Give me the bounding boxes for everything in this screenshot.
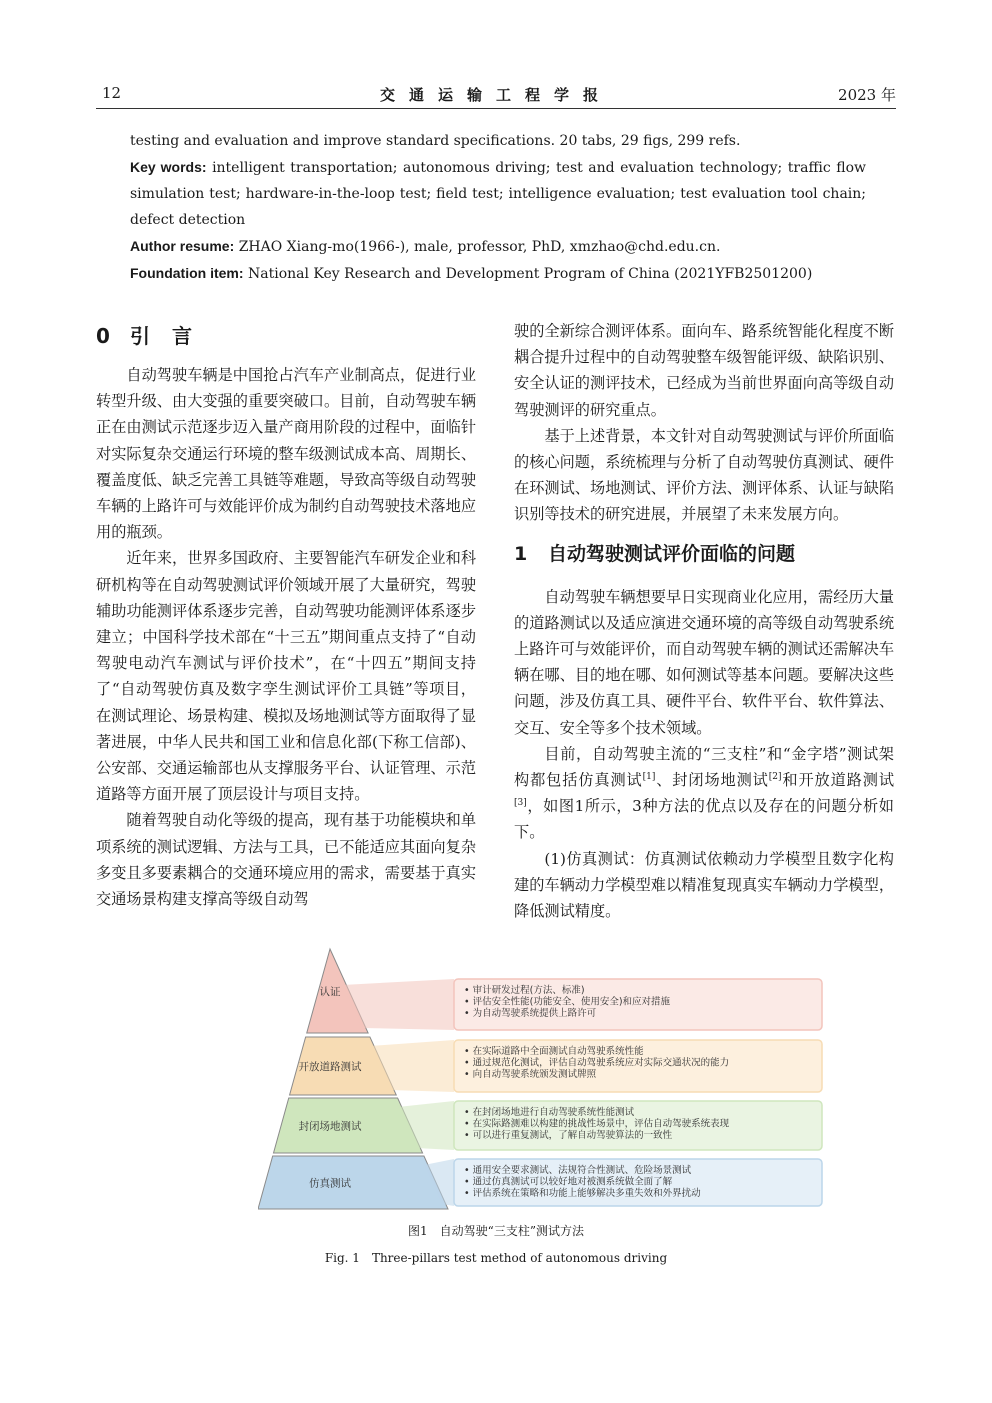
running-header <box>96 84 896 109</box>
intro-paragraph-1: 自动驾驶车辆是中国抢占汽车产业制高点，促进行业转型升级、由大变强的重要突破口。目前，自动驾驶车辆正在由测试示范逐步迈入量产商用阶段的过程中，面临针对实际复杂交通运行环境的整车级测试成本高、周期长、覆盖度低、缺乏完善工具链等难题，导致高等级自动驾驶车辆的上路许可与效能评价成为制约自动驾驶技术落地应用的瓶颈。 <box>96 366 476 542</box>
intro-paragraph-3: 随着驾驶自动化等级的提高，现有基于功能模块和单项系统的测试逻辑、方法与工具，已不能适应其面向复杂多变且多要素耦合的交通环境应用的需求，需要基于真实交通场景构建支撑高等级自动驾 <box>96 811 476 909</box>
bullet-closed-field-test-1: • 在封闭场地进行自动驾驶系统性能测试 <box>464 1107 635 1118</box>
bullet-simulation-test-2: • 通过仿真测试可以较好地对被测系统做全面了解 <box>464 1176 673 1188</box>
right-column <box>514 318 894 924</box>
bullet-open-road-test-3: • 向自动驾驶系统颁发测试牌照 <box>464 1069 597 1080</box>
bullet-closed-field-test-3: • 可以进行重复测试，了解自动驾驶算法的一致性 <box>464 1130 673 1141</box>
intro-paragraph-4: 基于上述背景，本文针对自动驾驶测试与评价所面临的核心问题，系统梳理与分析了自动驾驶仿真测试、硬件在环测试、场地测试、评价方法、测评体系、认证与缺陷识别等技术的研究进展，并展望了未来发展方向。 <box>514 426 894 524</box>
figure-1 <box>258 943 826 1213</box>
english-abstract-block <box>130 128 866 287</box>
section-0-title: 引言 <box>130 324 214 348</box>
figure-caption-chinese: 图1 自动驾驶“三支柱”测试方法 <box>408 1224 584 1238</box>
intro-paragraph-3-continued: 驶的全新综合测评体系。面向车、路系统智能化程度不断耦合提升过程中的自动驾驶整车级智能评级、缺陷识别、安全认证的测评技术，已经成为当前世界面向高等级自动驾驶测评的研究重点。 <box>514 322 894 419</box>
citation-1: [1] <box>642 771 656 782</box>
abstract-tail: testing and evaluation and improve standard specifications. 20 tabs, 29 figs, 299 refs. <box>130 133 741 149</box>
page-number: 12 <box>102 84 122 102</box>
author-text: ZHAO Xiang-mo(1966-), male, professor, PhD, xmzhao@chd.edu.cn. <box>238 239 721 255</box>
figure-caption-english: Fig. 1 Three-pillars test method of autonomous driving <box>324 1251 668 1265</box>
bullet-certification-2: • 评估安全性能(功能安全、使用安全)和应对措施 <box>464 996 671 1008</box>
section-1-heading <box>514 534 894 584</box>
foundation-label: Foundation item: <box>130 265 244 281</box>
citation-2: [2] <box>768 771 782 782</box>
keywords-text: intelligent transportation; autonomous driving; test and evaluation technology; traffic flow simulation test; hardware-in-the-loop test; field test; intelligence evaluation; test evaluation tool chain; defect detection <box>130 160 866 228</box>
bullet-certification-1: • 审计研发过程(方法、标准) <box>464 985 585 996</box>
section-1-paragraph-2: 目前，自动驾驶主流的“三支柱”和“金字塔”测试架构都包括仿真测试[1]、封闭场地测试[2]和开放道路测试[3]，如图1所示，3种方法的优点以及存在的问题分析如下。 <box>514 744 895 842</box>
author-label: Author resume: <box>130 238 235 254</box>
citation-3: [3] <box>514 798 527 809</box>
journal-title: 交通运输工程学报 <box>379 86 612 104</box>
section-1-number: 1 <box>514 542 528 565</box>
section-0-heading <box>96 318 476 362</box>
bullet-simulation-test-1: • 通用安全要求测试、法规符合性测试、危险场景测试 <box>464 1165 692 1176</box>
bullet-open-road-test-2: • 通过规范化测试，评估自动驾驶系统应对实际交通状况的能力 <box>464 1057 730 1069</box>
keywords-label: Key words: <box>130 159 207 175</box>
left-column <box>96 318 476 912</box>
foundation-text: National Key Research and Development Program of China (2021YFB2501200) <box>248 266 813 282</box>
section-1-paragraph-1: 自动驾驶车辆想要早日实现商业化应用，需经历大量的道路测试以及适应演进交通环境的高等级自动驾驶系统上路许可与效能评价，而自动驾驶车辆的测试还需解决车辆在哪、目的地在哪、如何测试等基本问题。要解决这些问题，涉及仿真工具、硬件平台、软件平台、软件算法、交互、安全等多个技术领域。 <box>514 587 894 737</box>
pyramid-label-simulation-test: 仿真测试 <box>309 1177 351 1190</box>
pyramid-label-open-road-test: 开放道路测试 <box>298 1061 362 1073</box>
bullet-certification-3: • 为自动驾驶系统提供上路许可 <box>464 1008 597 1019</box>
intro-paragraph-2: 近年来，世界多国政府、主要智能汽车研发企业和科研机构等在自动驾驶测试评价领域开展了大量研究，驾驶辅助功能测评体系逐步完善，自动驾驶功能测评体系逐步建立；中国科学技术部在“十三五”期间重点支持了“自动驾驶电动汽车测试与评价技术”，在“十四五”期间支持了“自动驾驶仿真及数字孪生测试评价工具链”等项目，在测试理论、场景构建、模拟及场地测试等方面取得了显著进展，中华人民共和国工业和信息化部(下称工信部)、公安部、交通运输部也从支撑服务平台、认证管理、示范道路等方面开展了顶层设计与项目支持。 <box>96 549 476 804</box>
pyramid-diagram <box>258 943 826 1213</box>
author-resume <box>130 233 866 260</box>
pyramid-label-closed-field-test: 封闭场地测试 <box>298 1120 362 1133</box>
bullet-simulation-test-3: • 评估系统在策略和功能上能够解决多重失效和外界扰动 <box>464 1188 701 1199</box>
pyramid-label-certification: 认证 <box>319 986 341 998</box>
foundation-item <box>130 260 866 287</box>
keywords <box>130 154 866 233</box>
section-1-title: 自动驾驶测试评价面临的问题 <box>548 542 796 565</box>
bullet-closed-field-test-2: • 在实际路测难以构建的挑战性场景中，评估自动驾驶系统表现 <box>464 1118 730 1130</box>
section-1-paragraph-3: (1)仿真测试：仿真测试依赖动力学模型且数字化构建的车辆动力学模型难以精准复现真实车辆动力学模型，降低测试精度。 <box>514 849 894 921</box>
section-0-number: 0 <box>96 324 110 348</box>
publication-year: 2023 年 <box>838 86 896 104</box>
bullet-open-road-test-1: • 在实际道路中全面测试自动驾驶系统性能 <box>464 1046 644 1057</box>
pyramid-tier-simulation-test <box>258 1156 448 1209</box>
